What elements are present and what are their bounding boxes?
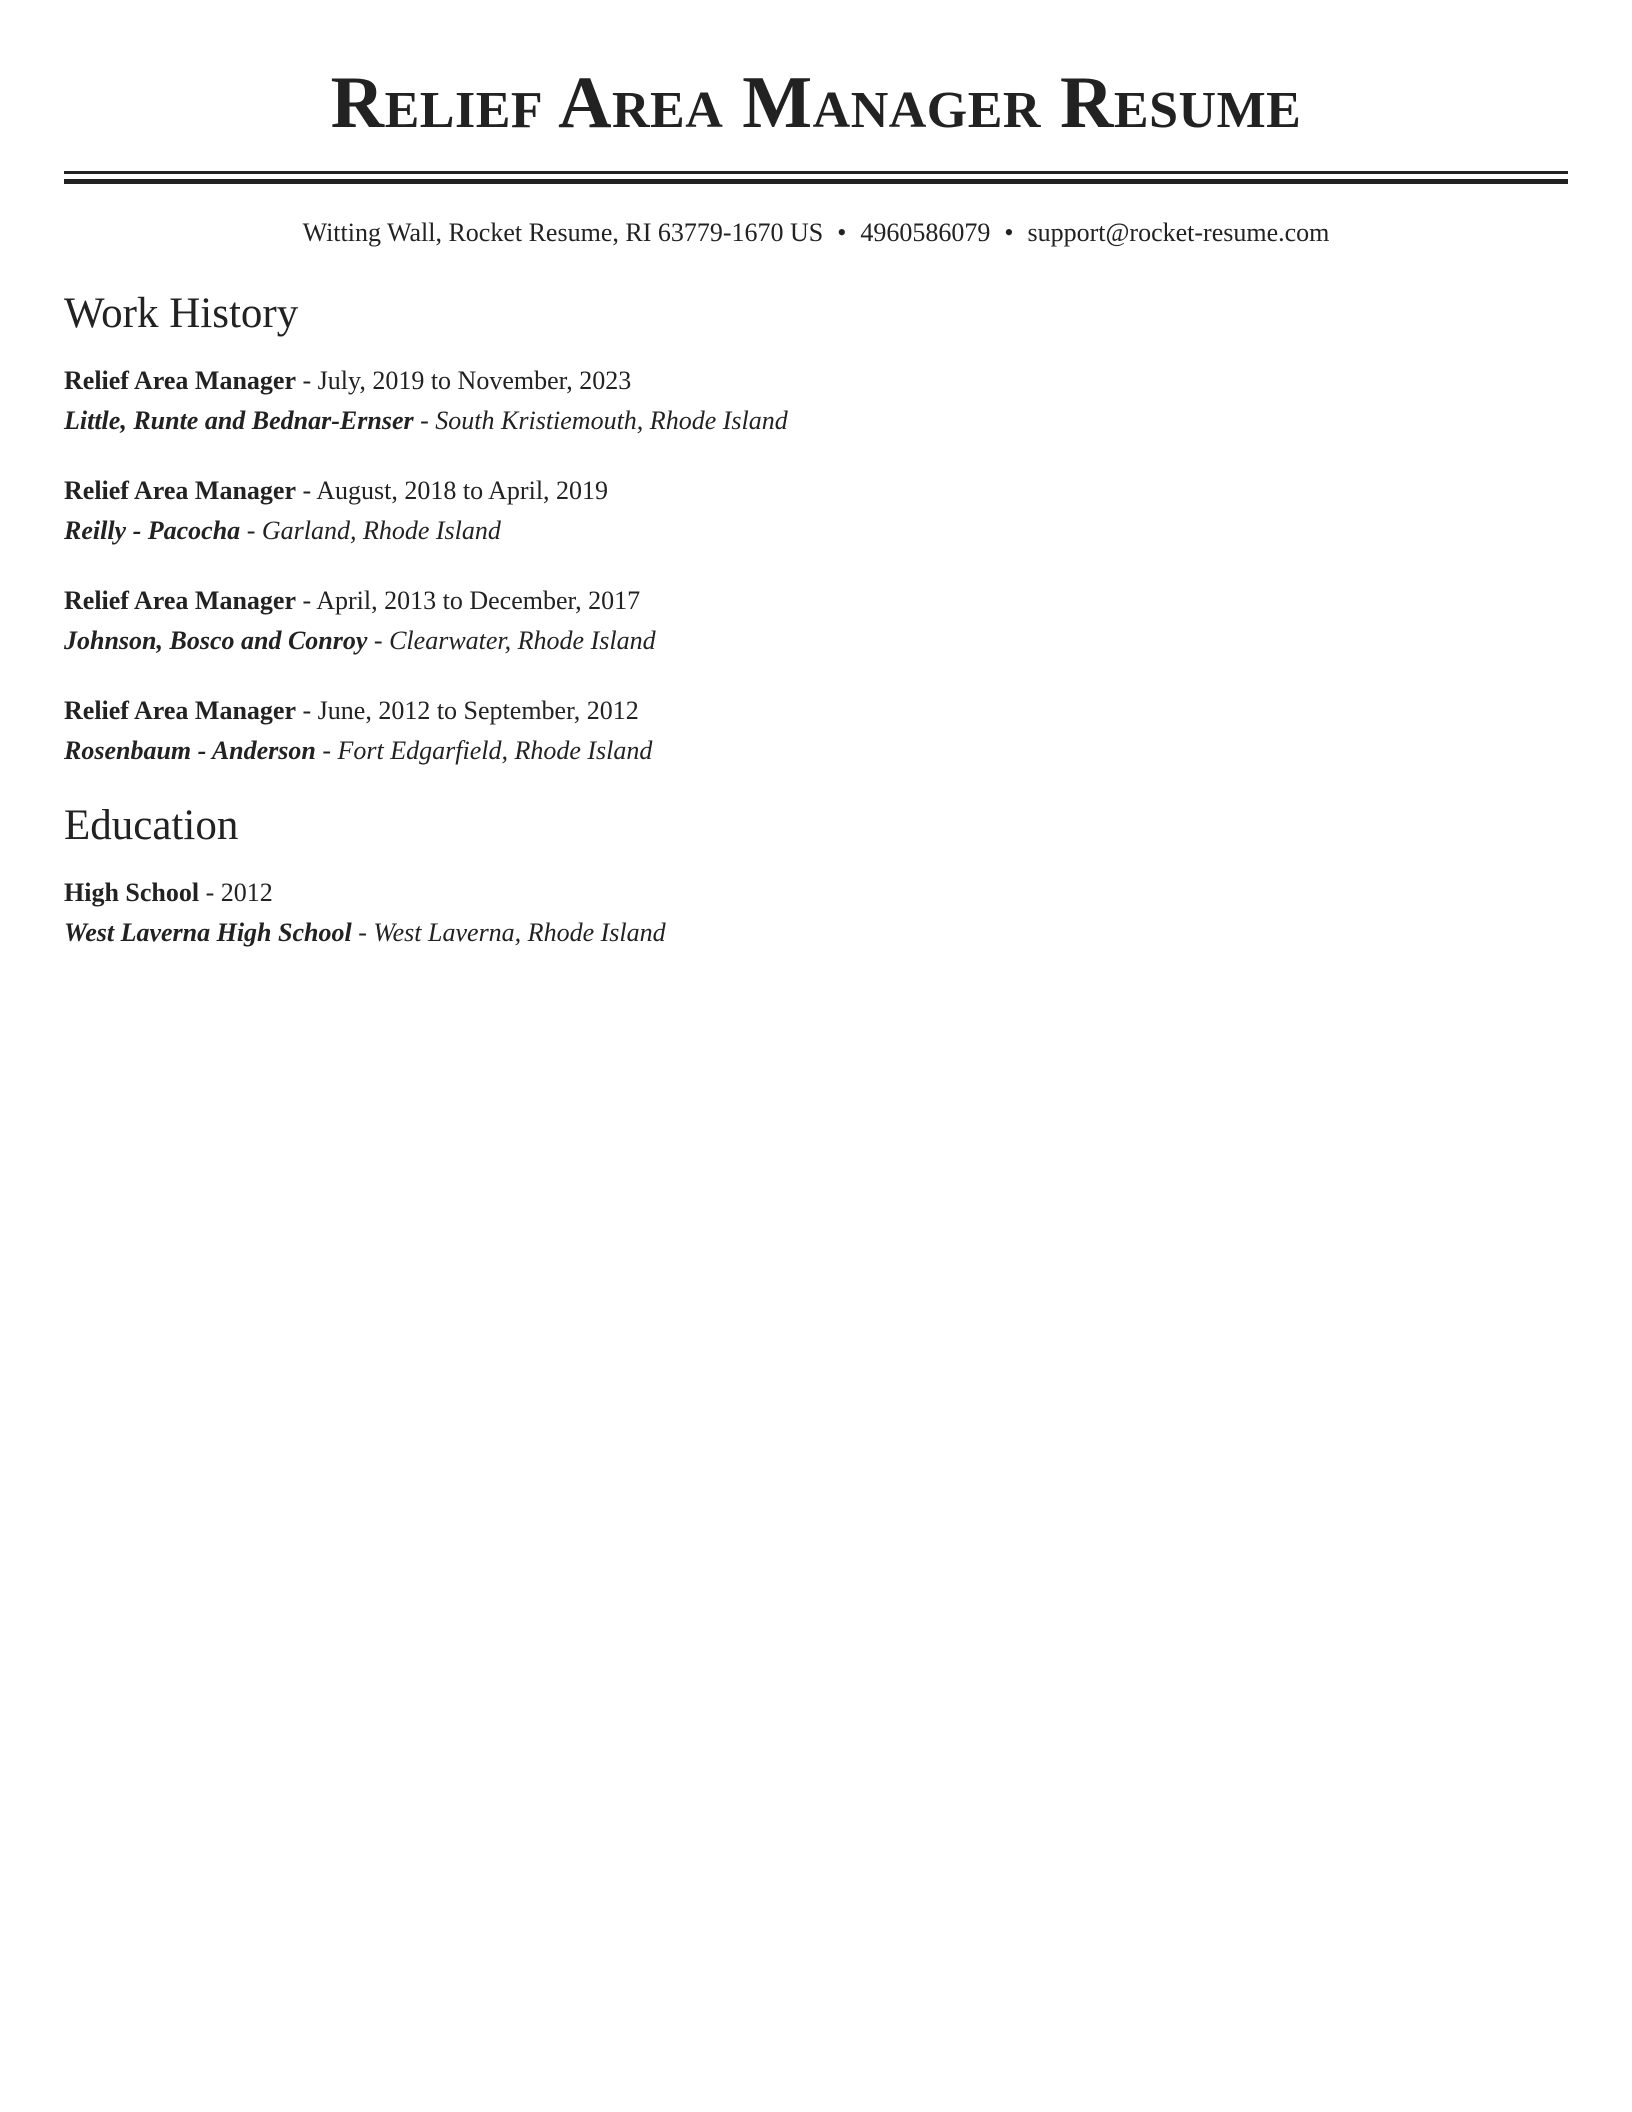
work-entry-company-line — [64, 511, 1568, 551]
title-rule-top — [64, 171, 1568, 174]
job-dates: June, 2012 to September, 2012 — [317, 696, 639, 725]
work-entry-title-line — [64, 691, 1568, 731]
work-entry — [64, 471, 1568, 551]
job-dates: April, 2013 to December, 2017 — [316, 586, 641, 615]
title-rule-bottom — [64, 179, 1568, 184]
company-name: Little, Runte and Bednar-Ernser — [64, 406, 414, 435]
work-entry-company-line — [64, 621, 1568, 661]
contact-separator: • — [837, 218, 847, 247]
work-entry-title-line — [64, 581, 1568, 621]
dash: - — [302, 366, 312, 395]
school-location: West Laverna, Rhode Island — [373, 918, 666, 947]
dash: - — [205, 878, 215, 907]
dash: - — [322, 736, 332, 765]
company-location: Clearwater, Rhode Island — [389, 626, 656, 655]
work-entry — [64, 691, 1568, 771]
resume-page — [64, 0, 1568, 953]
company-name: Johnson, Bosco and Conroy — [64, 626, 368, 655]
education-entry — [64, 873, 1568, 953]
degree: High School — [64, 878, 200, 907]
dash: - — [302, 586, 312, 615]
resume-title: Relief Area Manager Resume — [330, 62, 1302, 144]
education-entry-degree-line — [64, 873, 1568, 913]
work-entry — [64, 581, 1568, 661]
company-name: Reilly - Pacocha — [64, 516, 241, 545]
education-heading: Education — [64, 802, 239, 849]
job-title: Relief Area Manager — [64, 476, 296, 505]
work-entry-company-line — [64, 731, 1568, 771]
graduation-year: 2012 — [220, 878, 273, 907]
company-name: Rosenbaum - Anderson — [64, 736, 316, 765]
contact-address: Witting Wall, Rocket Resume, RI 63779-1670 US — [302, 218, 824, 247]
job-dates: July, 2019 to November, 2023 — [317, 366, 632, 395]
company-location: Garland, Rhode Island — [261, 516, 501, 545]
work-entry — [64, 361, 1568, 441]
dash: - — [420, 406, 429, 435]
contact-line — [64, 217, 1568, 249]
work-entry-company-line — [64, 401, 1568, 441]
job-title: Relief Area Manager — [64, 366, 296, 395]
dash: - — [302, 696, 312, 725]
dash: - — [302, 476, 312, 505]
contact-separator: • — [1004, 218, 1014, 247]
work-history-heading: Work History — [64, 290, 299, 337]
job-title: Relief Area Manager — [64, 586, 296, 615]
job-title: Relief Area Manager — [64, 696, 296, 725]
contact-email: support@rocket-resume.com — [1027, 218, 1330, 247]
dash: - — [373, 626, 383, 655]
education-list — [64, 873, 1568, 953]
dash: - — [246, 516, 256, 545]
company-location: Fort Edgarfield, Rhode Island — [337, 736, 653, 765]
education-entry-school-line — [64, 913, 1568, 953]
contact-phone: 4960586079 — [860, 218, 991, 247]
company-location: South Kristiemouth, Rhode Island — [435, 406, 788, 435]
work-entry-title-line — [64, 361, 1568, 401]
job-dates: August, 2018 to April, 2019 — [316, 476, 609, 505]
work-history-list — [64, 361, 1568, 771]
school-name: West Laverna High School — [64, 918, 352, 947]
work-entry-title-line — [64, 471, 1568, 511]
dash: - — [358, 918, 367, 947]
